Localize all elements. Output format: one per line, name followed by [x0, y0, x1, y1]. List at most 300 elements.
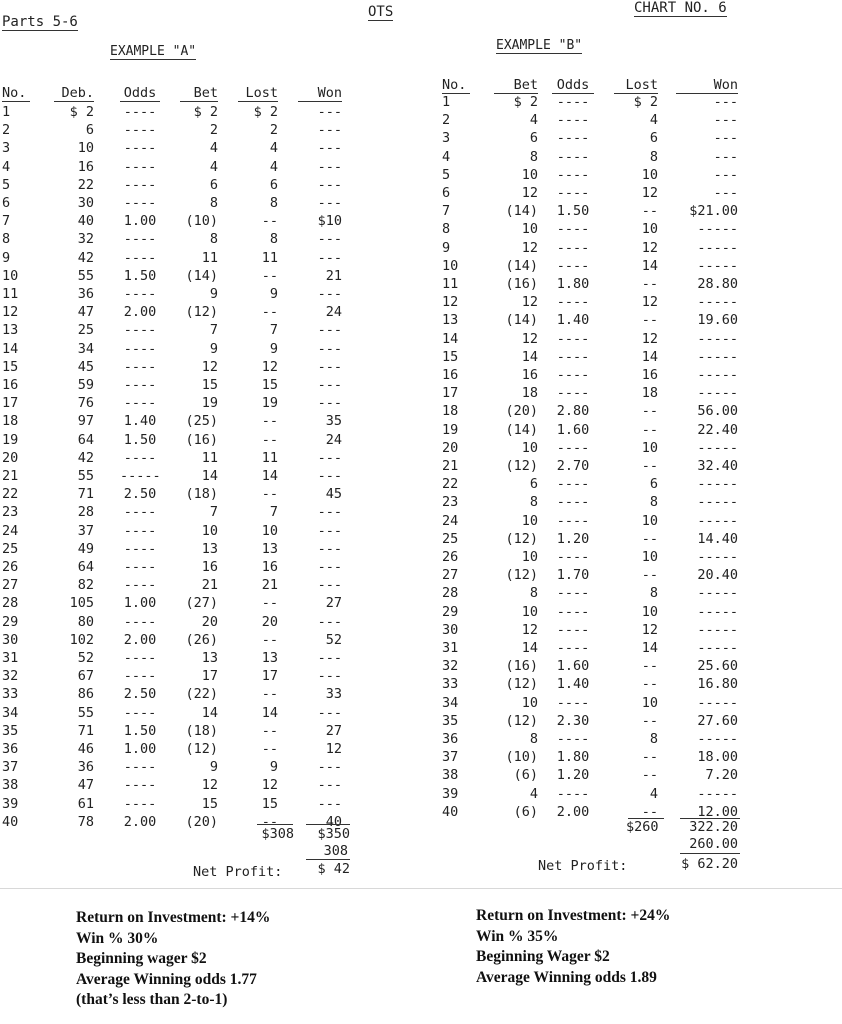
- example-b-cell-no: 38: [442, 767, 459, 784]
- example-a-cell-odds: ----: [123, 795, 157, 812]
- example-b-cell-lost: 4: [649, 785, 658, 802]
- example-a-cell-lost: 11: [261, 449, 278, 466]
- example-b-cell-bet: 4: [529, 112, 538, 129]
- summary-a: [76, 908, 270, 1011]
- example-b-cell-lost: --: [641, 530, 658, 547]
- page-divider: [0, 888, 842, 889]
- example-b-cell-won: -----: [697, 512, 738, 529]
- example-a-cell-odds: ----: [123, 759, 157, 776]
- example-b-cell-won: -----: [697, 549, 738, 565]
- example-a-cell-bet: 12: [201, 358, 218, 375]
- example-a-cell-bet: (12): [185, 741, 218, 757]
- example-b-cell-lost: 10: [641, 221, 658, 238]
- example-a-cell-deb: 36: [77, 759, 94, 776]
- example-a-cell-won: 12: [325, 741, 342, 757]
- example-b-cell-bet: (10): [505, 749, 538, 766]
- example-a-cell-bet: 9: [209, 286, 218, 302]
- example-a-cell-lost: 12: [261, 777, 278, 794]
- example-b-cell-bet: 12: [521, 621, 538, 638]
- example-b-cell-no: 31: [442, 640, 459, 656]
- example-b-cell-odds: ----: [556, 166, 590, 183]
- example-a-cell-odds: 1.50: [123, 267, 157, 284]
- example-a-cell-lost: --: [261, 431, 278, 448]
- example-a-cell-won: ---: [317, 559, 342, 575]
- example-a-cell-lost: 12: [261, 358, 278, 375]
- example-a-cell-deb: 42: [77, 449, 94, 466]
- example-b-cell-lost: --: [641, 676, 658, 693]
- example-b-cell-bet: 4: [529, 785, 538, 802]
- example-a-cell-bet: 4: [209, 158, 218, 175]
- example-b-cell-odds: ----: [556, 330, 590, 347]
- example-a-cell-odds: ----: [123, 395, 157, 412]
- example-a-cell-bet: 19: [201, 395, 218, 412]
- summary-a-wager: Beginning wager $2: [76, 950, 207, 967]
- example-a-cell-no: 29: [2, 613, 19, 630]
- example-a-cell-lost: 14: [261, 704, 278, 721]
- example-a-total-lost: $308: [261, 826, 294, 842]
- example-b-cell-bet: (12): [505, 676, 538, 693]
- example-a-cell-lost: --: [261, 486, 278, 503]
- example-b-cell-won: -----: [697, 330, 738, 347]
- example-a-cell-lost: --: [261, 631, 278, 648]
- example-b-cell-bet: 14: [521, 640, 538, 656]
- example-a-cell-no: 21: [2, 468, 19, 484]
- example-b-cell-won: 28.80: [697, 276, 738, 292]
- example-b-cell-lost: --: [641, 203, 658, 220]
- example-b-cell-no: 21: [442, 458, 459, 474]
- example-b-cell-won: -----: [697, 621, 738, 638]
- example-a-cell-odds: 2.50: [123, 486, 157, 503]
- example-a-cell-won: 45: [325, 486, 342, 503]
- example-b-cell-won: 22.40: [697, 421, 738, 438]
- example-a-cell-lost: 8: [269, 195, 278, 211]
- example-a-cell-won: ---: [317, 759, 342, 776]
- example-a-cell-won: ---: [317, 650, 342, 666]
- example-b-cell-bet: 10: [521, 694, 538, 711]
- example-a-cell-odds: ----: [123, 668, 157, 685]
- example-b-header-won: Won: [676, 76, 738, 94]
- example-b-cell-lost: 6: [649, 130, 658, 147]
- example-b-cell-lost: --: [641, 658, 658, 675]
- example-b-cell-won: -----: [697, 239, 738, 256]
- example-a-cell-won: 24: [325, 431, 342, 448]
- example-b-cell-won: -----: [697, 439, 738, 456]
- example-b-cell-odds: 1.50: [556, 203, 590, 220]
- example-a-cell-no: 35: [2, 722, 19, 739]
- example-a-cell-bet: 12: [201, 777, 218, 794]
- example-b-cell-won: 32.40: [697, 458, 738, 474]
- parts-label: Parts 5-6: [2, 14, 78, 30]
- example-b-cell-won: -----: [697, 640, 738, 656]
- example-a-cell-lost: 21: [261, 577, 278, 594]
- example-b-cell-won: -----: [697, 348, 738, 365]
- example-a-cell-bet: 17: [201, 668, 218, 685]
- example-b-cell-odds: 1.60: [556, 421, 590, 438]
- summary-b-wager: Beginning Wager $2: [476, 948, 610, 965]
- example-a-cell-bet: 15: [201, 377, 218, 393]
- example-a-cell-bet: 14: [201, 704, 218, 721]
- example-b-cell-odds: ----: [556, 94, 590, 110]
- example-a-cell-won: 40: [325, 813, 342, 830]
- example-a-cell-odds: -----: [120, 468, 161, 484]
- example-b-cell-odds: ----: [556, 257, 590, 274]
- example-b-cell-won: $21.00: [689, 203, 738, 220]
- example-a-cell-lost: --: [261, 413, 278, 430]
- example-a-cell-bet: 10: [201, 522, 218, 539]
- example-a-cell-deb: 71: [77, 486, 94, 503]
- example-b-cell-won: ---: [713, 94, 738, 110]
- example-b-cell-odds: ----: [556, 221, 590, 238]
- example-a-cell-no: 22: [2, 486, 19, 503]
- example-a-cell-no: 18: [2, 413, 19, 430]
- example-a-cell-deb: 22: [77, 176, 94, 193]
- example-b-cell-bet: (14): [505, 312, 538, 329]
- example-b-cell-bet: (14): [505, 203, 538, 220]
- example-b-cell-odds: ----: [556, 367, 590, 383]
- example-a-cell-lost: 6: [269, 176, 278, 193]
- example-a-cell-lost: $ 2: [253, 104, 278, 120]
- example-b-cell-odds: ----: [556, 731, 590, 747]
- example-a-cell-lost: 7: [269, 504, 278, 521]
- example-b-cell-bet: (16): [505, 276, 538, 292]
- example-b-cell-won: ---: [713, 130, 738, 147]
- example-a-cell-no: 13: [2, 322, 19, 339]
- example-b-cell-bet: (12): [505, 712, 538, 729]
- example-a-cell-deb: 64: [77, 559, 94, 575]
- example-b-cell-won: 27.60: [697, 712, 738, 729]
- example-a-cell-lost: --: [261, 686, 278, 703]
- example-b-cell-lost: 18: [641, 385, 658, 402]
- example-b-total-won: 322.20: [689, 819, 738, 835]
- example-a-cell-bet: (27): [185, 595, 218, 612]
- example-a-cell-bet: 8: [209, 195, 218, 211]
- example-a-net-label: Net Profit:: [193, 864, 283, 880]
- example-a-cell-bet: $ 2: [193, 104, 218, 120]
- example-b-cell-lost: 16: [641, 367, 658, 383]
- example-a-cell-won: 35: [325, 413, 342, 430]
- example-a-cell-lost: --: [261, 213, 278, 230]
- example-a-cell-odds: ----: [123, 613, 157, 630]
- example-b-cell-lost: --: [641, 458, 658, 474]
- example-b-cell-odds: ----: [556, 549, 590, 565]
- example-a-cell-no: 26: [2, 559, 19, 575]
- example-b-cell-bet: 12: [521, 185, 538, 201]
- example-b-net-label: Net Profit:: [538, 858, 628, 874]
- example-a-cell-won: 21: [325, 267, 342, 284]
- example-a-cell-no: 20: [2, 449, 19, 466]
- example-b-cell-won: 14.40: [697, 530, 738, 547]
- example-b-cell-no: 24: [442, 512, 459, 529]
- example-a-cell-no: 37: [2, 759, 19, 776]
- example-b-cell-won: -----: [697, 694, 738, 711]
- example-b-cell-no: 4: [442, 148, 451, 165]
- example-a-cell-no: 32: [2, 668, 19, 685]
- example-b-cell-odds: 1.70: [556, 567, 590, 584]
- example-b-cell-no: 3: [442, 130, 451, 147]
- example-b-cell-no: 8: [442, 221, 451, 238]
- example-a-cell-odds: 1.40: [123, 413, 157, 430]
- example-a-cell-odds: 2.00: [123, 631, 157, 648]
- example-b-cell-no: 35: [442, 712, 459, 729]
- example-a-cell-deb: 10: [77, 140, 94, 157]
- example-a-cell-won: ---: [317, 104, 342, 120]
- example-a-cell-odds: ----: [123, 340, 157, 357]
- example-b-cell-bet: 8: [529, 585, 538, 602]
- example-a-cell-odds: ----: [123, 449, 157, 466]
- example-a-header-bet: Bet: [180, 84, 218, 102]
- example-a-cell-won: 33: [325, 686, 342, 703]
- example-b-cell-no: 19: [442, 421, 459, 438]
- example-b-cell-odds: ----: [556, 476, 590, 493]
- example-a-cell-odds: 1.00: [123, 741, 157, 757]
- example-b-cell-odds: ----: [556, 385, 590, 402]
- example-b-cell-bet: 8: [529, 148, 538, 165]
- example-b-cell-no: 37: [442, 749, 459, 766]
- example-b-cell-no: 5: [442, 166, 451, 183]
- example-a-cell-bet: 6: [209, 176, 218, 193]
- example-a-cell-no: 15: [2, 358, 19, 375]
- example-b-cell-odds: 1.20: [556, 530, 590, 547]
- example-b-cell-lost: --: [641, 767, 658, 784]
- example-b-minus: 260.00: [689, 836, 738, 852]
- example-b-cell-bet: (16): [505, 658, 538, 675]
- example-a-cell-lost: 9: [269, 286, 278, 302]
- example-a-cell-odds: ----: [123, 777, 157, 794]
- example-b-cell-bet: (12): [505, 530, 538, 547]
- example-b-cell-no: 9: [442, 239, 451, 256]
- example-a-cell-won: ---: [317, 176, 342, 193]
- example-a-cell-deb: 76: [77, 395, 94, 412]
- example-a-cell-bet: 7: [209, 504, 218, 521]
- example-b-cell-lost: 10: [641, 549, 658, 565]
- example-b-cell-bet: 14: [521, 348, 538, 365]
- example-b-cell-won: -----: [697, 294, 738, 311]
- example-b-cell-odds: 1.40: [556, 312, 590, 329]
- example-a-cell-no: 8: [2, 231, 11, 248]
- example-a-cell-odds: ----: [123, 704, 157, 721]
- example-b-cell-odds: ----: [556, 494, 590, 511]
- example-a-cell-lost: 7: [269, 322, 278, 339]
- example-a-net-value: $ 42: [317, 861, 350, 877]
- example-b-cell-odds: 2.00: [556, 803, 590, 820]
- example-b-cell-won: 25.60: [697, 658, 738, 675]
- example-b-cell-lost: 6: [649, 476, 658, 493]
- example-a-cell-won: ---: [317, 195, 342, 211]
- example-b-cell-bet: 10: [521, 221, 538, 238]
- example-a-cell-won: ---: [317, 449, 342, 466]
- example-b-cell-bet: 10: [521, 439, 538, 456]
- summary-a-win-pct: Win % 30%: [76, 929, 159, 947]
- example-b-cell-bet: 18: [521, 385, 538, 402]
- example-a-cell-deb: 59: [77, 377, 94, 393]
- example-a-cell-odds: ----: [123, 122, 157, 139]
- example-a-cell-won: ---: [317, 249, 342, 266]
- example-b-header-lost: Lost: [614, 76, 658, 94]
- example-b-cell-won: 18.00: [697, 749, 738, 766]
- example-b-cell-odds: ----: [556, 185, 590, 201]
- example-a-cell-bet: (10): [185, 213, 218, 230]
- example-a-cell-no: 4: [2, 158, 11, 175]
- example-b-cell-lost: 12: [641, 621, 658, 638]
- example-b-cell-lost: 14: [641, 640, 658, 656]
- example-a-cell-lost: --: [261, 722, 278, 739]
- example-b-cell-odds: ----: [556, 239, 590, 256]
- example-a-cell-bet: 15: [201, 795, 218, 812]
- example-a-cell-odds: ----: [123, 540, 157, 557]
- summary-a-avg-odds: Average Winning odds 1.77: [76, 970, 257, 988]
- example-a-cell-deb: 45: [77, 358, 94, 375]
- example-a-cell-bet: 14: [201, 468, 218, 484]
- example-b-cell-odds: 1.40: [556, 676, 590, 693]
- example-a-cell-won: ---: [317, 795, 342, 812]
- example-b-cell-lost: $ 2: [633, 94, 658, 110]
- example-a-cell-deb: 30: [77, 195, 94, 211]
- example-a-cell-deb: $ 2: [69, 104, 94, 120]
- example-a-cell-no: 30: [2, 631, 19, 648]
- example-b-cell-odds: ----: [556, 785, 590, 802]
- example-b-cell-won: ---: [713, 148, 738, 165]
- example-a-cell-lost: --: [261, 595, 278, 612]
- example-a-cell-lost: 4: [269, 158, 278, 175]
- example-a-cell-no: 28: [2, 595, 19, 612]
- example-a-cell-won: 52: [325, 631, 342, 648]
- example-a-cell-odds: ----: [123, 358, 157, 375]
- example-b-cell-lost: 12: [641, 185, 658, 201]
- example-a-header-no: No.: [2, 84, 30, 102]
- example-b-cell-lost: --: [641, 712, 658, 729]
- example-b-cell-no: 29: [442, 603, 459, 620]
- example-b-cell-no: 6: [442, 185, 451, 201]
- example-a-cell-won: ---: [317, 777, 342, 794]
- example-a-cell-no: 38: [2, 777, 19, 794]
- example-a-cell-odds: 2.50: [123, 686, 157, 703]
- example-b-cell-won: 16.80: [697, 676, 738, 693]
- example-b-cell-bet: 12: [521, 294, 538, 311]
- example-b-cell-no: 1: [442, 94, 451, 110]
- summary-b-roi: Return on Investment: +24%: [476, 907, 671, 924]
- example-a-cell-won: $10: [317, 213, 342, 230]
- example-b-cell-odds: ----: [556, 603, 590, 620]
- example-a-cell-no: 6: [2, 195, 11, 211]
- example-b-cell-bet: 6: [529, 130, 538, 147]
- example-a-cell-deb: 36: [77, 286, 94, 302]
- example-a-cell-won: ---: [317, 158, 342, 175]
- example-a-cell-lost: 13: [261, 540, 278, 557]
- example-b-cell-odds: 1.60: [556, 658, 590, 675]
- example-a-cell-bet: 20: [201, 613, 218, 630]
- example-b-cell-odds: 1.20: [556, 767, 590, 784]
- example-b-cell-bet: (14): [505, 257, 538, 274]
- example-a-cell-odds: ----: [123, 140, 157, 157]
- example-a-cell-deb: 40: [77, 213, 94, 230]
- example-a-cell-won: ---: [317, 704, 342, 721]
- example-b-cell-lost: 8: [649, 148, 658, 165]
- example-b-cell-no: 18: [442, 403, 459, 420]
- example-b-total-lost: $260: [626, 819, 659, 835]
- example-a-cell-no: 14: [2, 340, 19, 357]
- example-a-cell-lost: 9: [269, 340, 278, 357]
- example-b-net-value: $ 62.20: [681, 856, 738, 872]
- example-a-cell-lost: 16: [261, 559, 278, 575]
- example-b-cell-won: -----: [697, 785, 738, 802]
- example-b-cell-lost: 10: [641, 439, 658, 456]
- example-b-cell-lost: 10: [641, 512, 658, 529]
- example-a-cell-bet: (14): [185, 267, 218, 284]
- example-a-cell-odds: ----: [123, 104, 157, 120]
- example-b-cell-no: 16: [442, 367, 459, 383]
- example-b-cell-no: 23: [442, 494, 459, 511]
- example-a-cell-deb: 78: [77, 813, 94, 830]
- example-a-cell-bet: (20): [185, 813, 218, 830]
- example-b-cell-odds: 2.70: [556, 458, 590, 474]
- example-a-cell-deb: 47: [77, 777, 94, 794]
- example-a-minus: 308: [323, 843, 348, 859]
- example-a-cell-odds: ----: [123, 650, 157, 666]
- example-a-cell-no: 36: [2, 741, 19, 757]
- example-a-cell-bet: (26): [185, 631, 218, 648]
- example-a-cell-won: ---: [317, 522, 342, 539]
- example-b-cell-lost: --: [641, 403, 658, 420]
- example-b-cell-odds: ----: [556, 130, 590, 147]
- example-b-cell-won: -----: [697, 367, 738, 383]
- example-b-header-bet: Bet: [494, 76, 538, 94]
- example-a-cell-lost: --: [261, 741, 278, 757]
- example-b-cell-lost: --: [641, 421, 658, 438]
- example-a-cell-odds: ----: [123, 577, 157, 594]
- example-b-cell-won: -----: [697, 585, 738, 602]
- example-b-cell-lost: 12: [641, 294, 658, 311]
- example-b-cell-bet: 10: [521, 603, 538, 620]
- example-b-cell-won: ---: [713, 166, 738, 183]
- example-b-cell-lost: 10: [641, 166, 658, 183]
- example-a-cell-bet: 11: [201, 249, 218, 266]
- example-a-cell-bet: 8: [209, 231, 218, 248]
- example-b-cell-odds: ----: [556, 294, 590, 311]
- example-a-cell-won: ---: [317, 395, 342, 412]
- example-b-cell-no: 33: [442, 676, 459, 693]
- example-a-cell-deb: 55: [77, 704, 94, 721]
- example-a-cell-deb: 80: [77, 613, 94, 630]
- example-b-cell-bet: 10: [521, 512, 538, 529]
- example-a-cell-won: ---: [317, 577, 342, 594]
- example-a-cell-lost: 8: [269, 231, 278, 248]
- example-b-cell-bet: 8: [529, 731, 538, 747]
- example-a-cell-bet: 16: [201, 559, 218, 575]
- example-b-cell-won: 20.40: [697, 567, 738, 584]
- example-a-cell-odds: 2.00: [123, 304, 157, 321]
- example-a-cell-lost: 17: [261, 668, 278, 685]
- example-a-cell-deb: 46: [77, 741, 94, 757]
- example-b-cell-won: ---: [713, 185, 738, 201]
- example-a-cell-bet: 9: [209, 759, 218, 776]
- example-a-cell-no: 12: [2, 304, 19, 321]
- example-b-cell-no: 28: [442, 585, 459, 602]
- example-b-cell-lost: --: [641, 749, 658, 766]
- example-b-cell-lost: 14: [641, 257, 658, 274]
- example-b-cell-odds: ----: [556, 585, 590, 602]
- example-b-cell-no: 7: [442, 203, 451, 220]
- example-b-header-no: No.: [442, 76, 470, 94]
- example-b-cell-odds: ----: [556, 112, 590, 129]
- example-b-cell-odds: ----: [556, 621, 590, 638]
- example-b-cell-no: 17: [442, 385, 459, 402]
- example-b-cell-no: 26: [442, 549, 459, 565]
- example-a-cell-won: ---: [317, 468, 342, 484]
- example-a-cell-bet: 7: [209, 322, 218, 339]
- example-b-cell-no: 22: [442, 476, 459, 493]
- example-a-cell-lost: 15: [261, 795, 278, 812]
- example-b-cell-no: 2: [442, 112, 451, 129]
